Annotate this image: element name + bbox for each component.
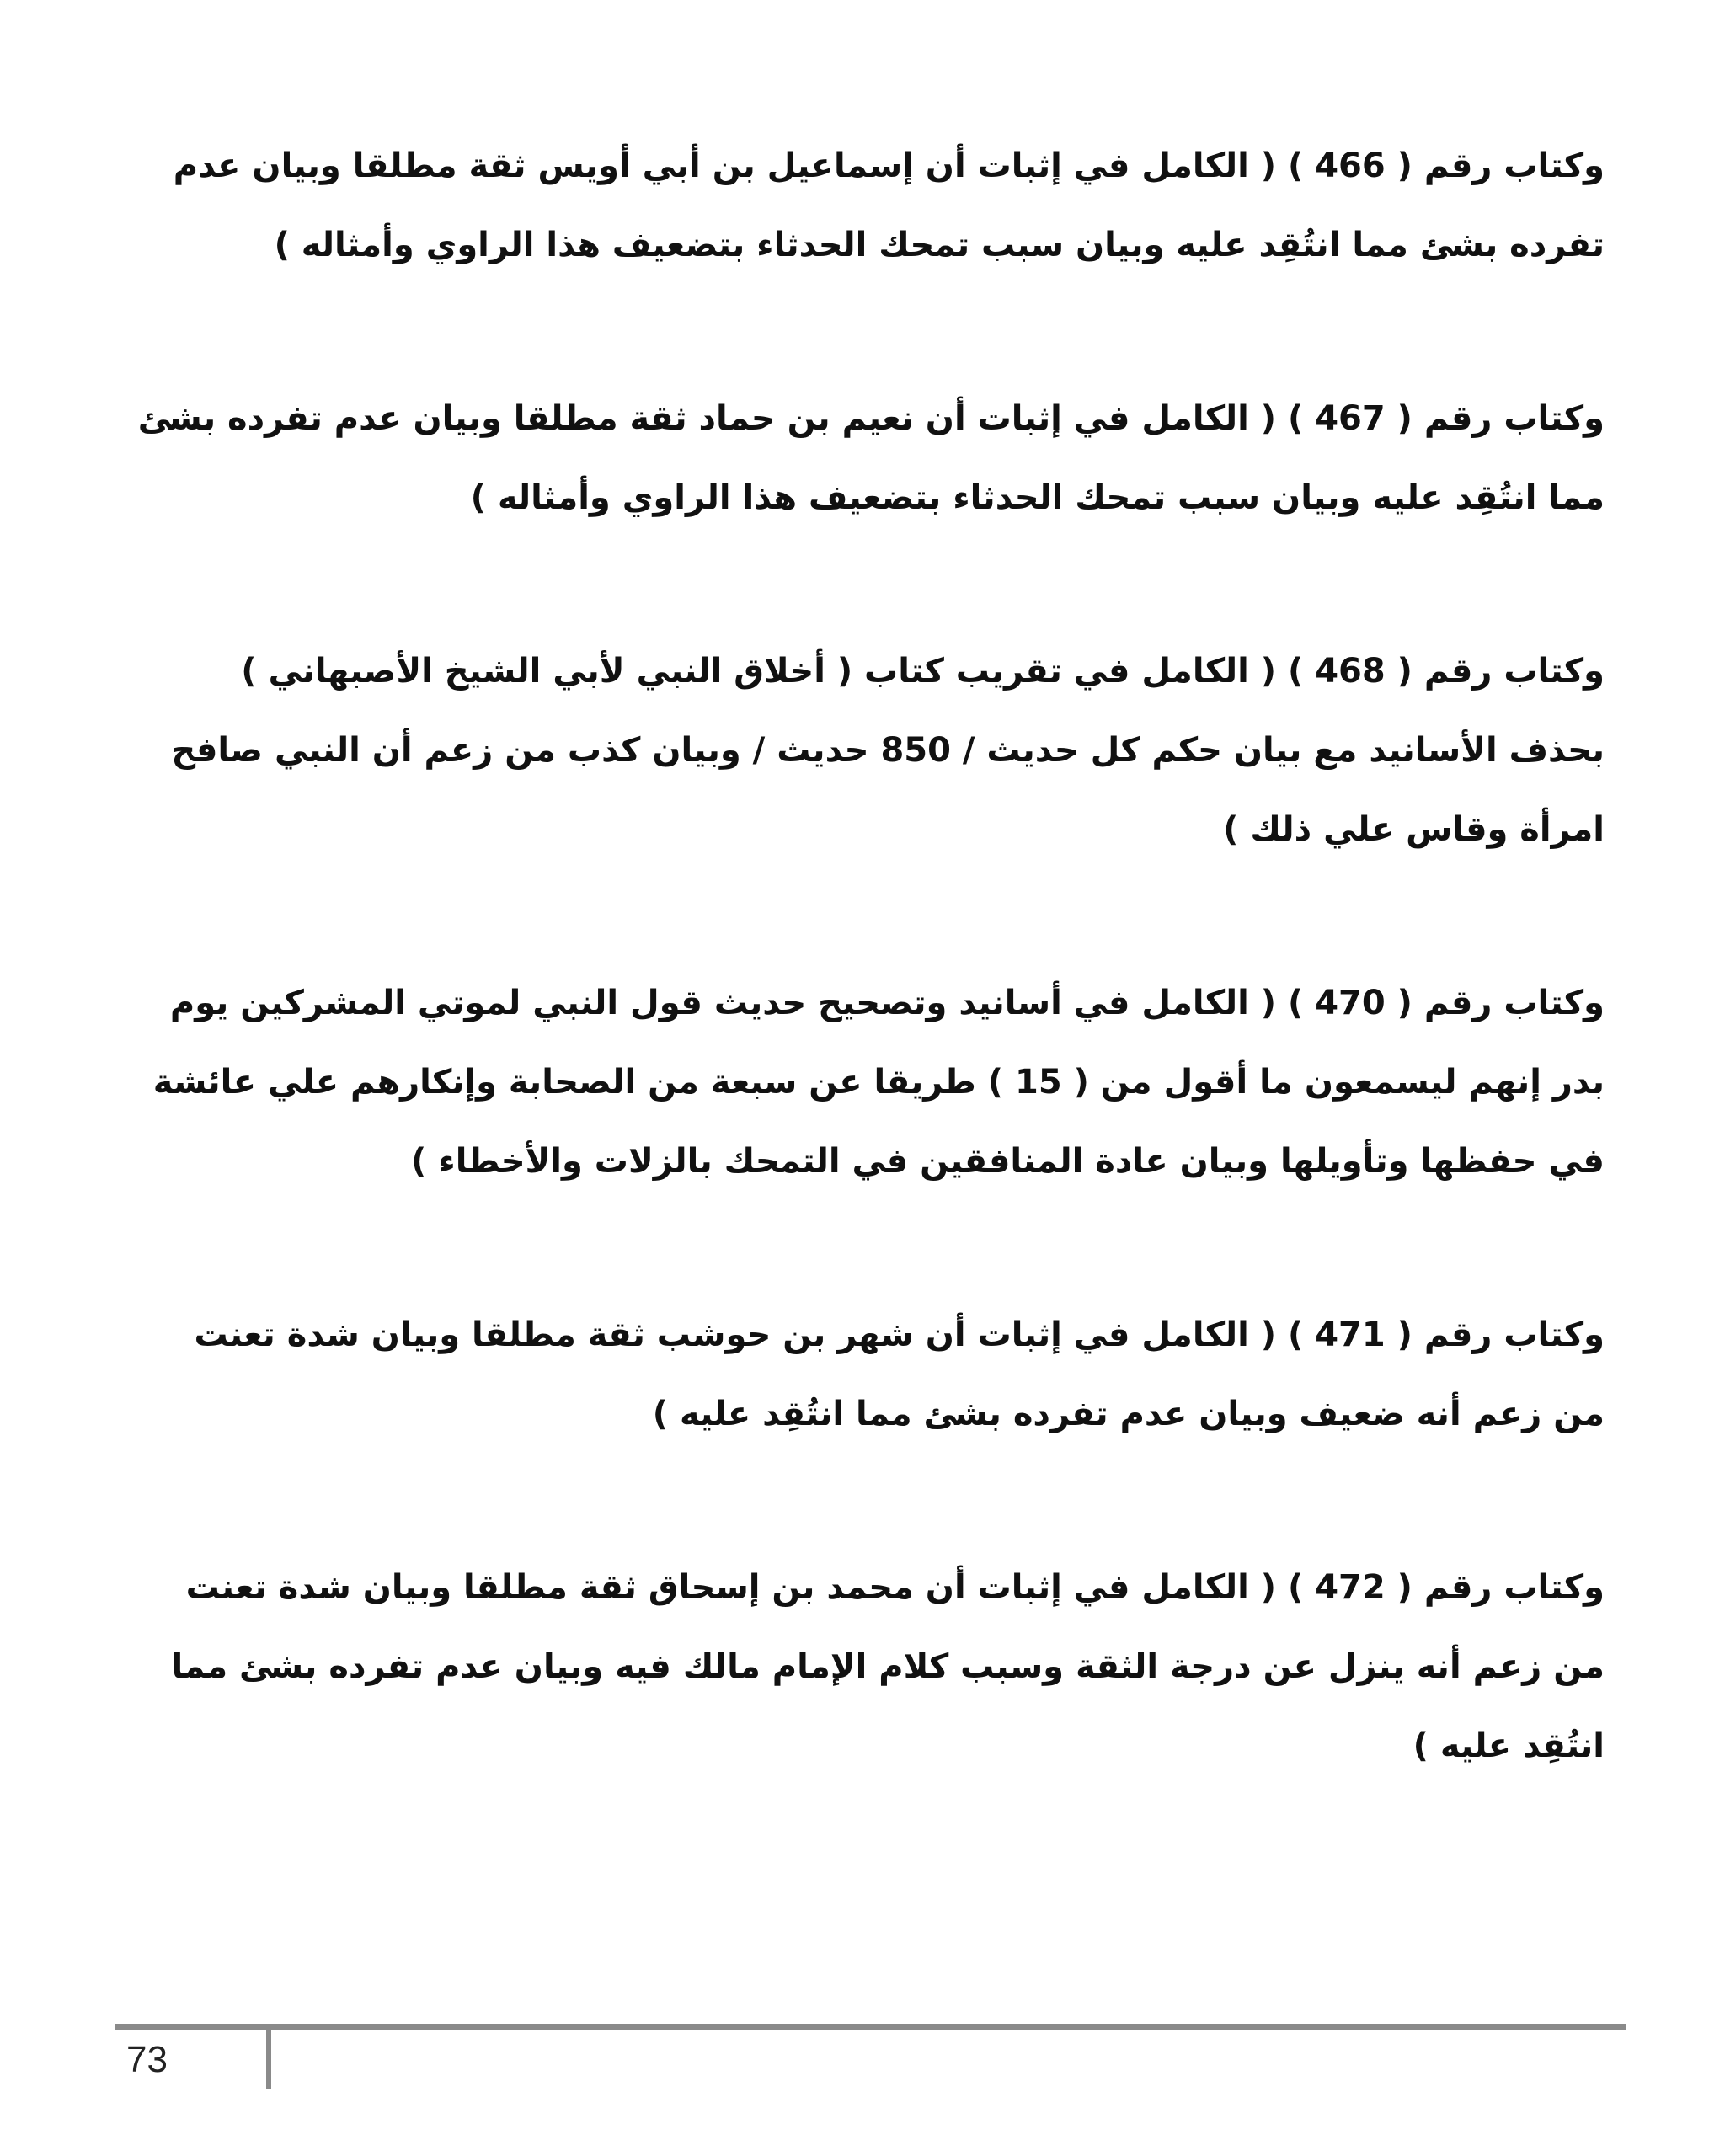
- book-entry-466: وكتاب رقم ( 466 ) ( الكامل في إثبات أن إسماعيل بن أبي أويس ثقة مطلقا وبيان عدم تفرده بشئ مما انتُقِد عليه وبيان سبب تمحك الحدثاء بتضعيف هذا الراوي وأمثاله ): [173, 147, 1605, 264]
- page-body: [135, 126, 1605, 1785]
- footer-divider: [115, 2024, 1626, 2030]
- book-entry-468: وكتاب رقم ( 468 ) ( الكامل في تقريب كتاب ( أخلاق النبي لأبي الشيخ الأصبهاني ) بحذف الأسانيد مع بيان حكم كل حديث / 850 حديث / وبيان كذب من زعم أن النبي صافح امرأة وقاس علي ذلك ): [171, 652, 1605, 849]
- book-entry-467: وكتاب رقم ( 467 ) ( الكامل في إثبات أن نعيم بن حماد ثقة مطلقا وبيان عدم تفرده بشئ مما انتُقِد عليه وبيان سبب تمحك الحدثاء بتضعيف هذا الراوي وأمثاله ): [137, 399, 1605, 517]
- page-number: 73: [126, 2039, 168, 2080]
- footer-tick-divider: [266, 2030, 271, 2089]
- book-entry-470: وكتاب رقم ( 470 ) ( الكامل في أسانيد وتصحيح حديث قول النبي لموتي المشركين يوم بدر إنهم ليسمعون ما أقول من ( 15 ) طريقا عن سبعة من الصحابة وإنكارهم علي عائشة في حفظها وتأويلها وبيان عادة المنافقين في التمحك بالزلات والأخطاء ): [152, 984, 1605, 1181]
- book-entry-471: وكتاب رقم ( 471 ) ( الكامل في إثبات أن شهر بن حوشب ثقة مطلقا وبيان شدة تعنت من زعم أنه ضعيف وبيان عدم تفرده بشئ مما انتُقِد عليه ): [194, 1315, 1605, 1433]
- book-entry-472: وكتاب رقم ( 472 ) ( الكامل في إثبات أن محمد بن إسحاق ثقة مطلقا وبيان شدة تعنت من زعم أنه ينزل عن درجة الثقة وسبب كلام الإمام مالك فيه وبيان عدم تفرده بشئ مما انتُقِد عليه ): [171, 1568, 1605, 1765]
